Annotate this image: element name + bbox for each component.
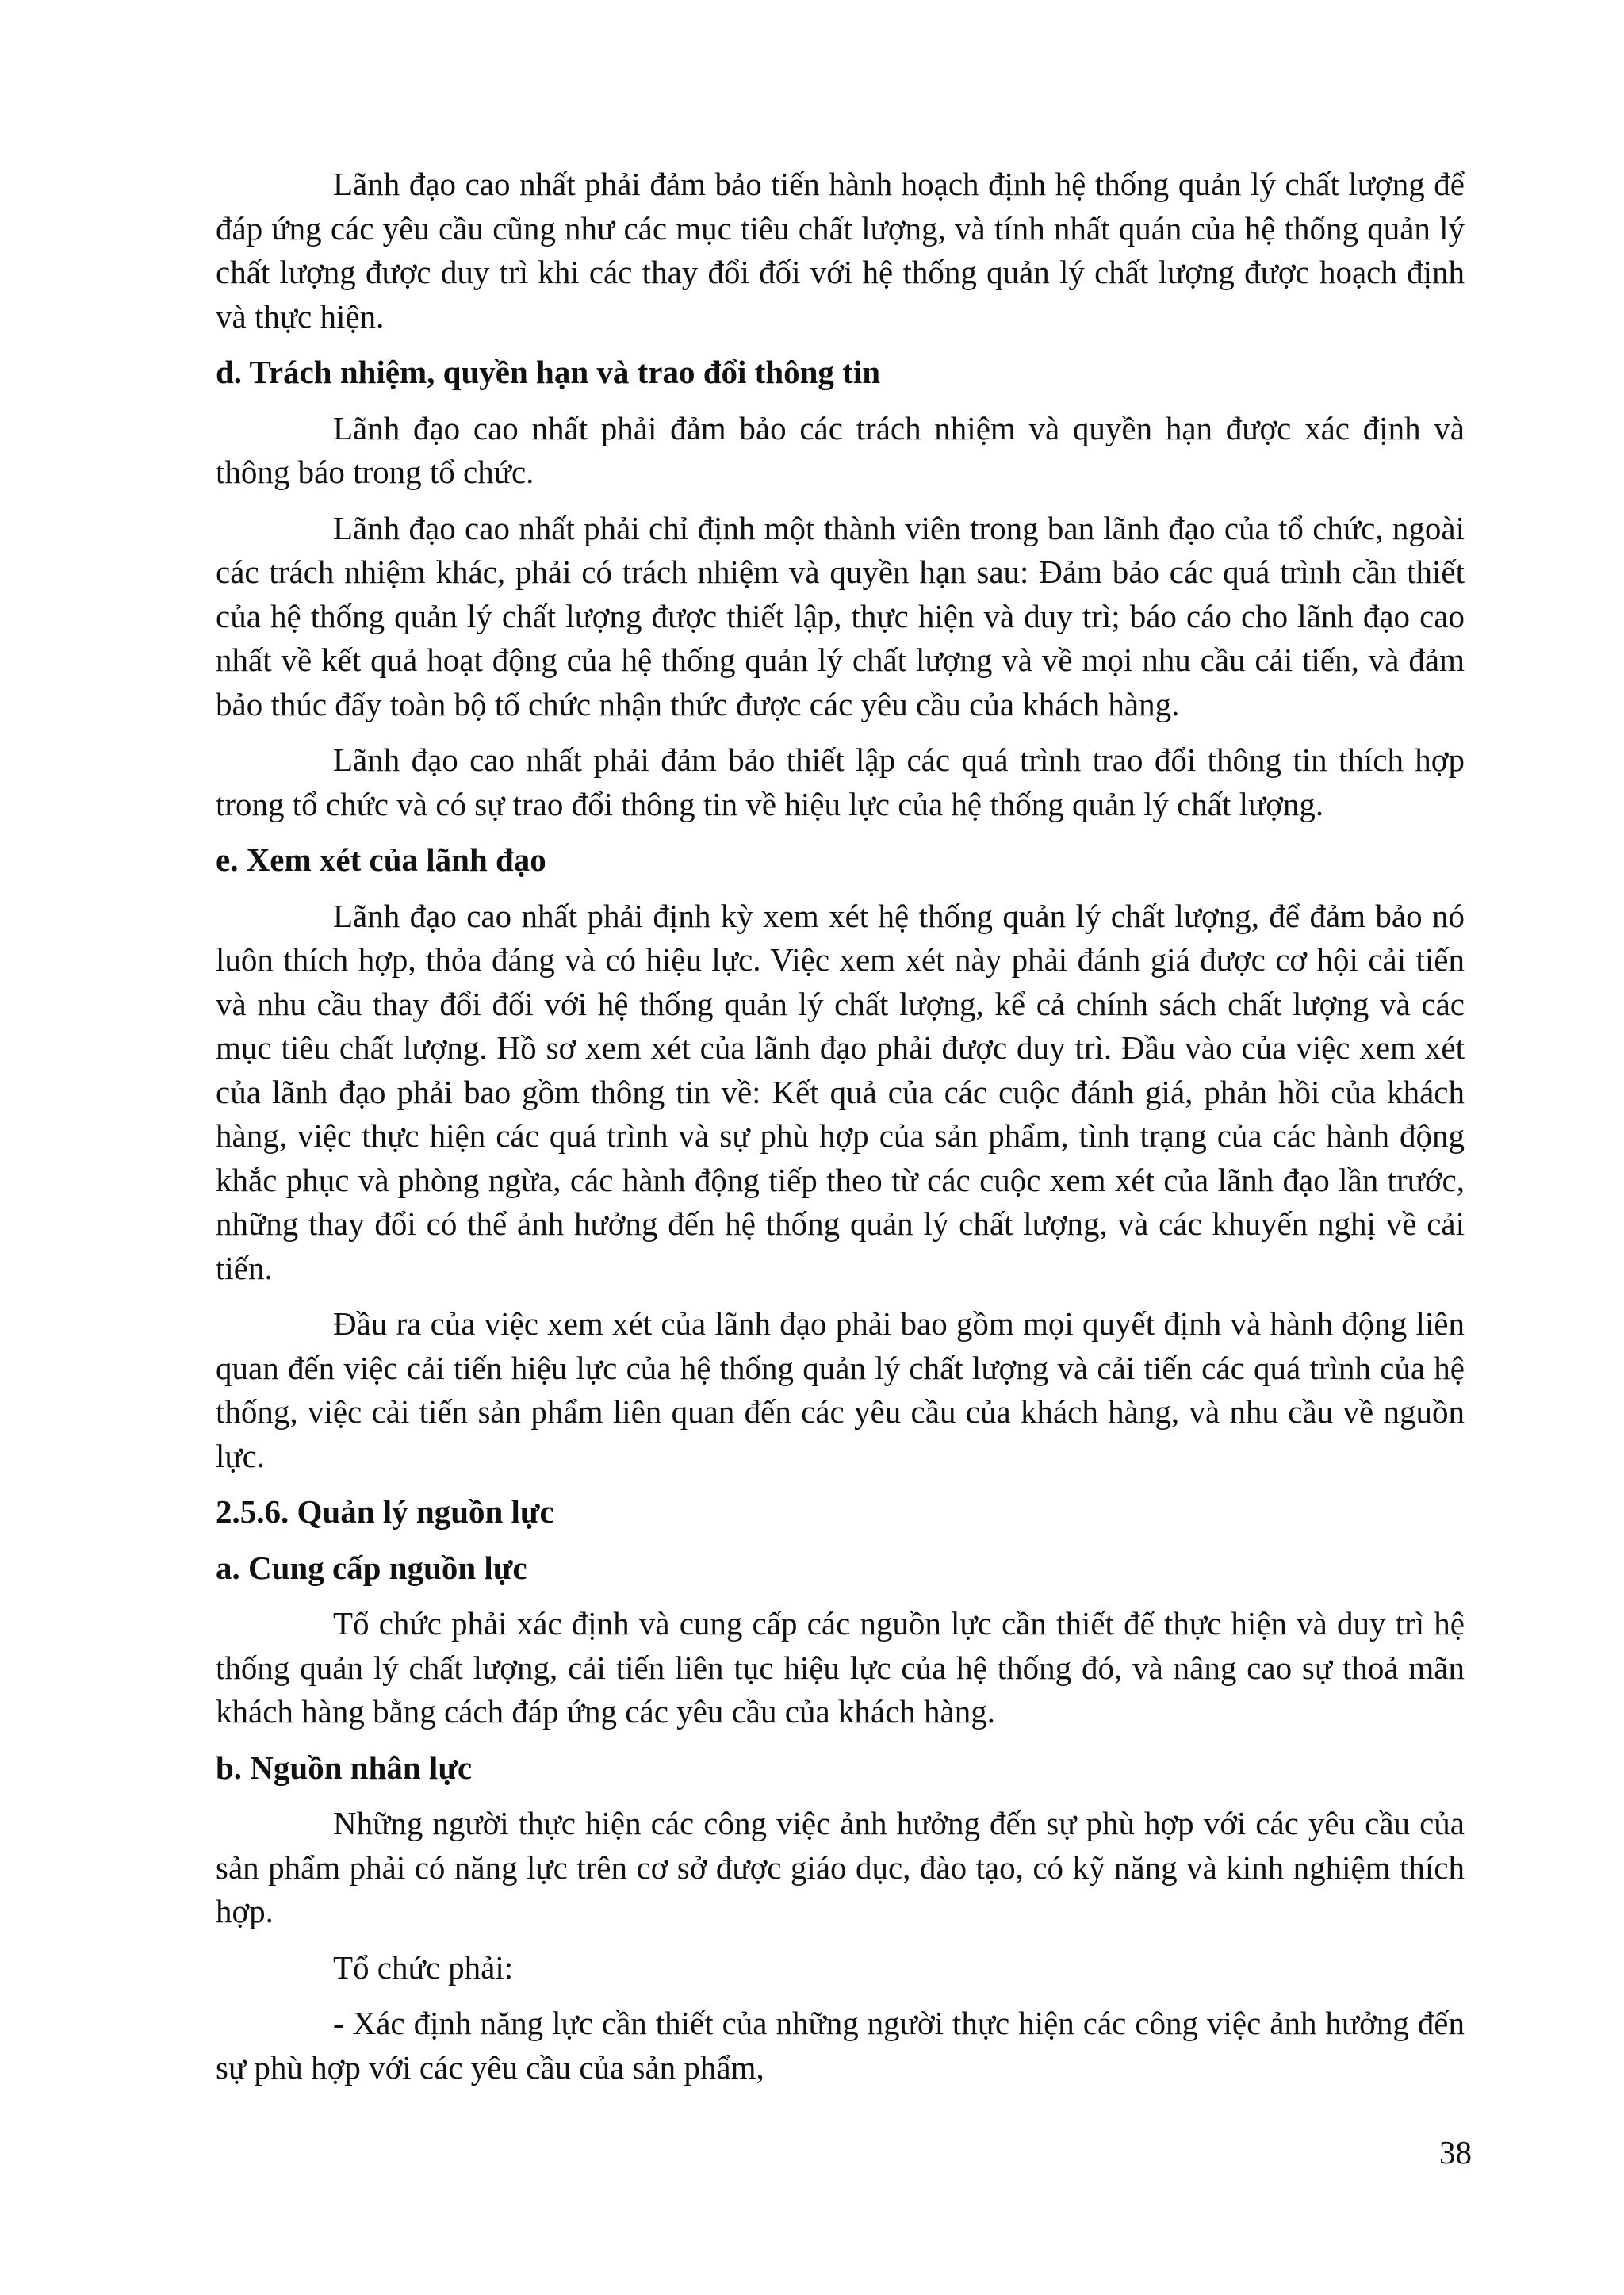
paragraph: Lãnh đạo cao nhất phải đảm bảo các trách nhiệm và quyền hạn được xác định và thông báo trong tổ chức. <box>216 409 1465 490</box>
section-heading: e. Xem xét của lãnh đạo <box>216 841 546 878</box>
paragraph: Tổ chức phải: <box>333 1948 514 1986</box>
paragraph: Lãnh đạo cao nhất phải đảm bảo thiết lập các quá trình trao đổi thông tin thích hợp trong tổ chức và có sự trao đổi thông tin về hiệu lực của hệ thống quản lý chất lượng. <box>216 741 1465 822</box>
chapter-heading: 2.5.6. Quản lý nguồn lực <box>216 1493 554 1530</box>
paragraph: Đầu ra của việc xem xét của lãnh đạo phải bao gồm mọi quyết định và hành động liên quan đến việc cải tiến hiệu lực của hệ thống quản lý chất lượng và cải tiến các quá trình của hệ thống, việc cải tiến sản phẩm liên quan đến các yêu cầu của khách hàng, và nhu cầu về nguồn lực. <box>216 1305 1465 1474</box>
paragraph: Lãnh đạo cao nhất phải chỉ định một thành viên trong ban lãnh đạo của tổ chức, ngoài các trách nhiệm khác, phải có trách nhiệm và quyền hạn sau: Đảm bảo các quá trình cần thiết của hệ thống quản lý chất lượng được thiết lập, thực hiện và duy trì; báo cáo cho lãnh đạo cao nhất về kết quả hoạt động của hệ thống quản lý chất lượng và về mọi nhu cầu cải tiến, và đảm bảo thúc đẩy toàn bộ tổ chức nhận thức được các yêu cầu của khách hàng. <box>216 509 1465 722</box>
paragraph: Lãnh đạo cao nhất phải định kỳ xem xét hệ thống quản lý chất lượng, để đảm bảo nó luôn thích hợp, thỏa đáng và có hiệu lực. Việc xem xét này phải đánh giá được cơ hội cải tiến và nhu cầu thay đổi đối với hệ thống quản lý chất lượng, kể cả chính sách chất lượng và các mục tiêu chất lượng. Hồ sơ xem xét của lãnh đạo phải được duy trì. Đầu vào của việc xem xét của lãnh đạo phải bao gồm thông tin về: Kết quả của các cuộc đánh giá, phản hồi của khách hàng, việc thực hiện các quá trình và sự phù hợp của sản phẩm, tình trạng của các hành động khắc phục và phòng ngừa, các hành động tiếp theo từ các cuộc xem xét của lãnh đạo lần trước, những thay đổi có thể ảnh hưởng đến hệ thống quản lý chất lượng, và các khuyến nghị về cải tiến. <box>216 897 1465 1286</box>
paragraph: Lãnh đạo cao nhất phải đảm bảo tiến hành hoạch định hệ thống quản lý chất lượng để đáp ứng các yêu cầu cũng như các mục tiêu chất lượng, và tính nhất quán của hệ thống quản lý chất lượng được duy trì khi các thay đổi đối với hệ thống quản lý chất lượng được hoạch định và thực hiện. <box>216 166 1465 335</box>
section-heading: d. Trách nhiệm, quyền hạn và trao đổi thông tin <box>216 354 881 390</box>
paragraph: Những người thực hiện các công việc ảnh hưởng đến sự phù hợp với các yêu cầu của sản phẩm phải có năng lực trên cơ sở được giáo dục, đào tạo, có kỹ năng và kinh nghiệm thích hợp. <box>216 1805 1465 1929</box>
section-heading: b. Nguồn nhân lực <box>216 1749 473 1786</box>
section-heading: a. Cung cấp nguồn lực <box>216 1549 527 1586</box>
document-page <box>216 163 1465 2102</box>
page-number: 38 <box>1439 2134 1472 2170</box>
list-item: - Xác định năng lực cần thiết của những người thực hiện các công việc ảnh hưởng đến sự phù hợp với các yêu cầu của sản phẩm, <box>216 2005 1465 2086</box>
paragraph: Tổ chức phải xác định và cung cấp các nguồn lực cần thiết để thực hiện và duy trì hệ thống quản lý chất lượng, cải tiến liên tục hiệu lực của hệ thống đó, và nâng cao sự thoả mãn khách hàng bằng cách đáp ứng các yêu cầu của khách hàng. <box>216 1605 1465 1730</box>
